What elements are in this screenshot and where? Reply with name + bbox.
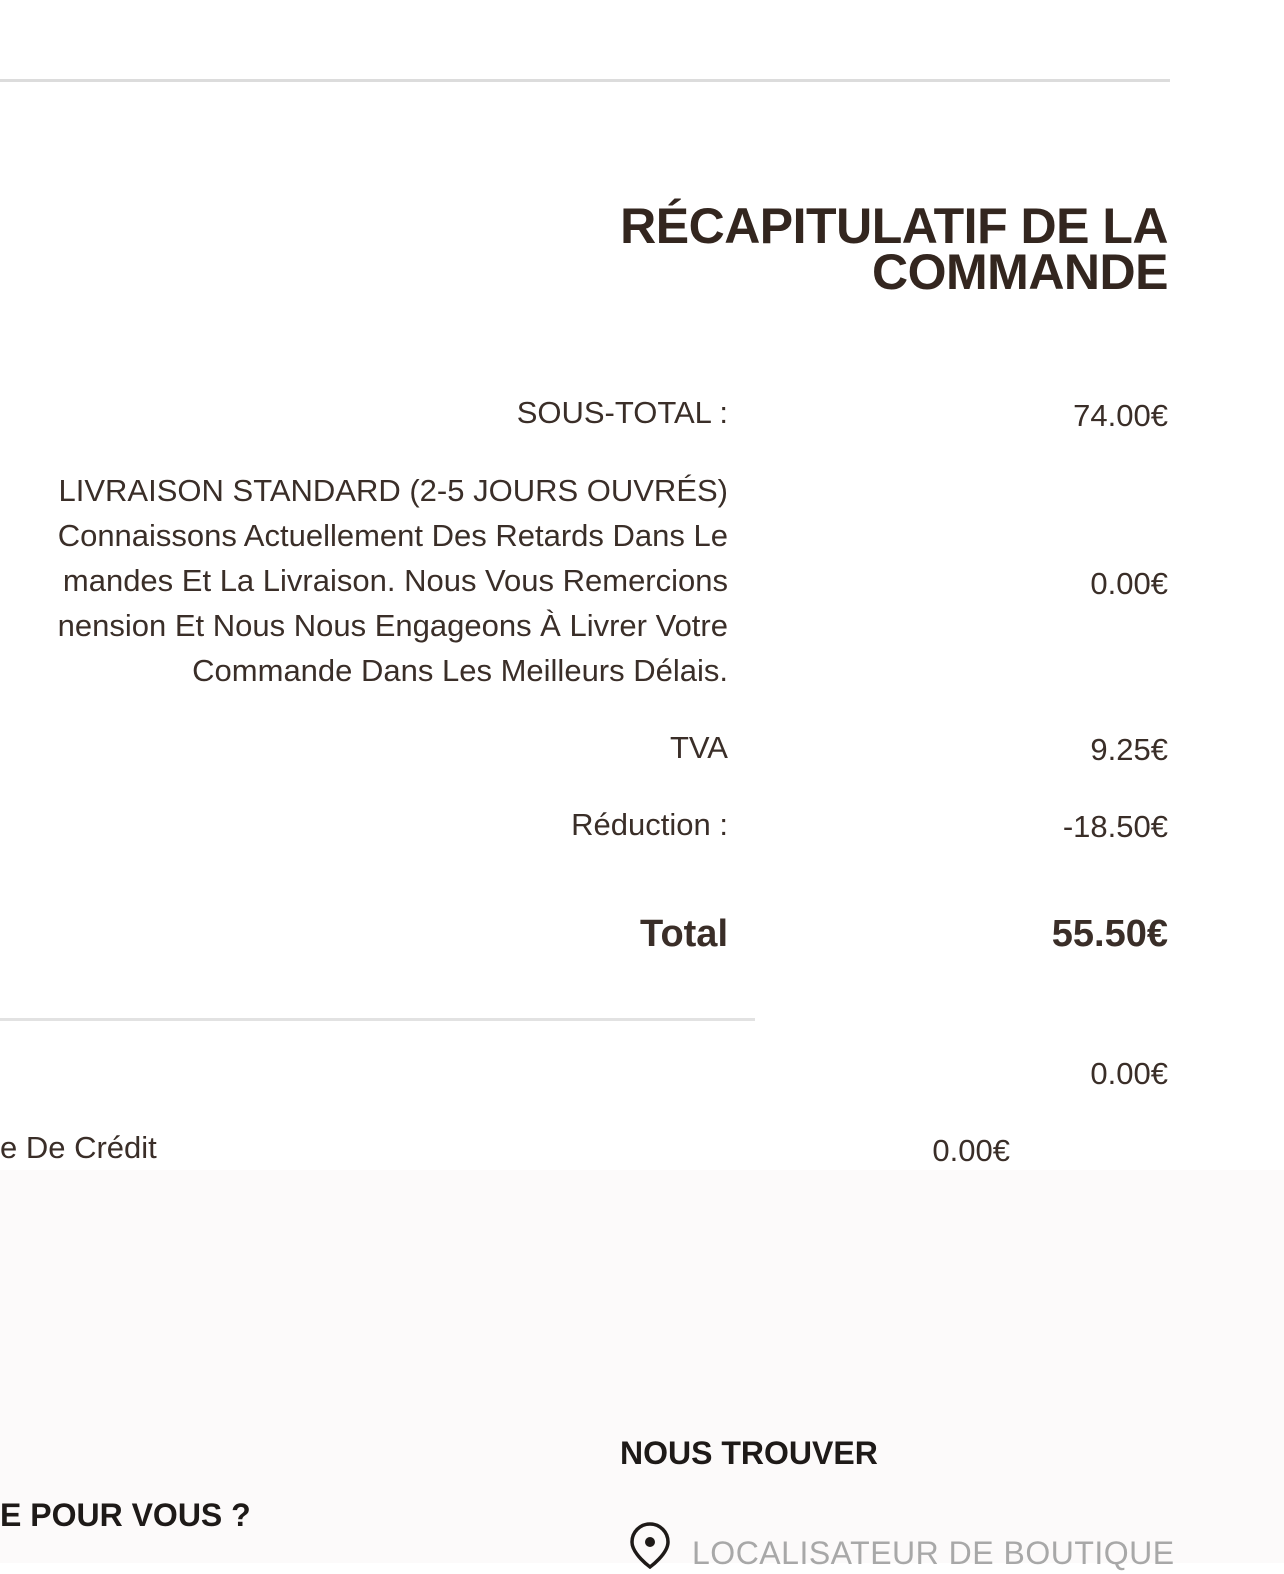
subtotal-label: SOUS-TOTAL : xyxy=(516,395,728,430)
find-us-heading: NOUS TROUVER xyxy=(620,1435,878,1471)
shipping-note-line-4: nension Et Nous Nous Engageons À Livrer Votre xyxy=(57,608,728,643)
location-pin-icon xyxy=(626,1521,674,1569)
total-amount: 55.50€ xyxy=(1051,913,1168,955)
top-divider xyxy=(0,79,1170,82)
credit-amount: 0.00€ xyxy=(932,1133,1010,1168)
order-summary-title: RÉCAPITULATIF DE LA COMMANDE xyxy=(620,198,1168,300)
discount-amount: -18.50€ xyxy=(1062,809,1168,844)
store-locator-link[interactable]: LOCALISATEUR DE BOUTIQUE xyxy=(692,1535,1175,1571)
for-you-heading: E POUR VOUS ? xyxy=(0,1497,251,1533)
shipping-note-line-2: Connaissons Actuellement Des Retards Dans Le xyxy=(57,518,728,553)
vat-label: TVA xyxy=(670,730,728,765)
subtotal-amount: 74.00€ xyxy=(1073,398,1168,433)
shipping-method-line-1: LIVRAISON STANDARD (2-5 JOURS OUVRÉS) xyxy=(58,473,728,508)
shipping-note-line-3: mandes Et La Livraison. Nous Vous Remercions xyxy=(62,563,728,598)
credit-label: e De Crédit xyxy=(0,1130,157,1165)
extra-amount: 0.00€ xyxy=(1090,1056,1168,1091)
shipping-amount: 0.00€ xyxy=(1090,566,1168,601)
total-label: Total xyxy=(640,913,728,955)
vat-amount: 9.25€ xyxy=(1090,732,1168,767)
summary-divider xyxy=(0,1018,755,1021)
shipping-note-line-5: Commande Dans Les Meilleurs Délais. xyxy=(192,653,728,688)
discount-label: Réduction : xyxy=(571,807,728,842)
